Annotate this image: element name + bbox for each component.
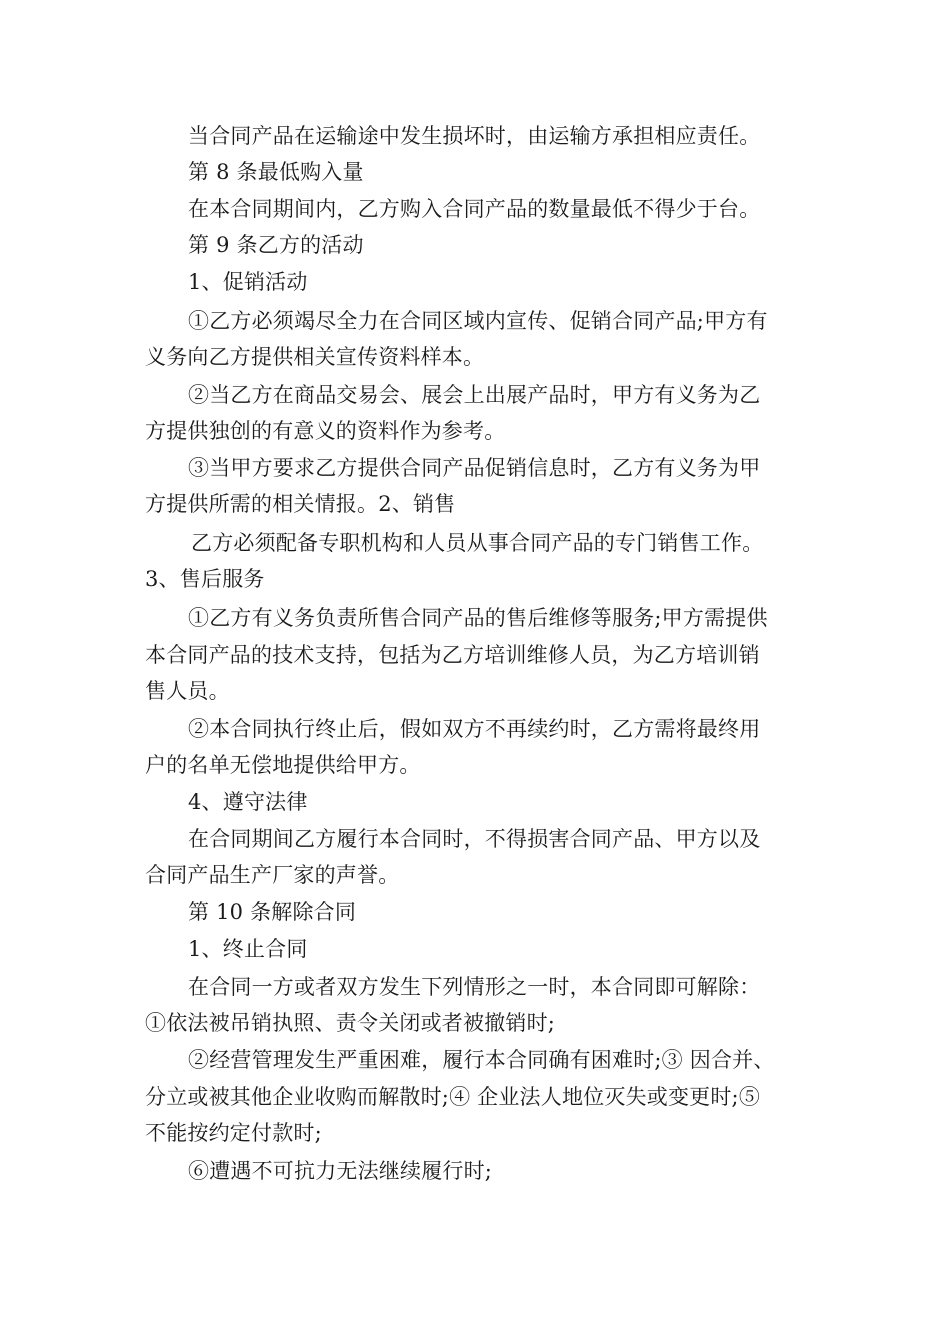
article-9-heading: 第 9 条乙方的活动 — [188, 233, 364, 257]
paragraph-line: 在合同一方或者双方发生下列情形之一时，本合同即可解除： — [188, 975, 761, 999]
paragraph-line: ②经营管理发生严重困难，履行本合同确有困难时;③ 因合并、 — [188, 1048, 775, 1072]
paragraph-minimum-purchase: 在本合同期间内，乙方购入合同产品的数量最低不得少于台。 — [188, 197, 761, 221]
article-8-heading: 第 8 条最低购入量 — [188, 160, 364, 184]
section-compliance-heading: 4、遵守法律 — [188, 790, 308, 814]
paragraph-line: 售人员。 — [145, 679, 230, 703]
paragraph-line: 方提供所需的相关情报。2、销售 — [145, 492, 456, 516]
paragraph-line: ①乙方有义务负责所售合同产品的售后维修等服务;甲方需提供 — [188, 606, 768, 630]
paragraph-line: 不能按约定付款时; — [145, 1121, 322, 1145]
paragraph-line: 分立或被其他企业收购而解散时;④ 企业法人地位灭失或变更时;⑤ — [145, 1085, 761, 1109]
paragraph-line: ①依法被吊销执照、责令关闭或者被撤销时; — [145, 1011, 556, 1035]
paragraph-line: ③当甲方要求乙方提供合同产品促销信息时，乙方有义务为甲 — [188, 456, 761, 480]
paragraph-line: 乙方必须配备专职机构和人员从事合同产品的专门销售工作。 — [191, 531, 764, 555]
paragraph-line: ②本合同执行终止后，假如双方不再续约时，乙方需将最终用 — [188, 717, 761, 741]
paragraph-line: 本合同产品的技术支持，包括为乙方培训维修人员，为乙方培训销 — [145, 643, 760, 667]
paragraph-line: 义务向乙方提供相关宣传资料样本。 — [145, 345, 485, 369]
section-after-sales-heading: 3、售后服务 — [145, 567, 265, 591]
section-promotion-heading: 1、促销活动 — [188, 270, 308, 294]
paragraph-line: ②当乙方在商品交易会、展会上出展产品时，甲方有义务为乙 — [188, 383, 761, 407]
paragraph-line: ⑥遭遇不可抗力无法继续履行时; — [188, 1159, 493, 1183]
section-termination-heading: 1、终止合同 — [188, 937, 308, 961]
paragraph-line: 在合同期间乙方履行本合同时，不得损害合同产品、甲方以及 — [188, 827, 761, 851]
paragraph-line: ①乙方必须竭尽全力在合同区域内宣传、促销合同产品;甲方有 — [188, 309, 768, 333]
paragraph-line: 合同产品生产厂家的声誉。 — [145, 863, 400, 887]
paragraph-transport-damage: 当合同产品在运输途中发生损坏时，由运输方承担相应责任。 — [188, 124, 761, 148]
paragraph-line: 户的名单无偿地提供给甲方。 — [145, 753, 421, 777]
paragraph-line: 方提供独创的有意义的资料作为参考。 — [145, 419, 506, 443]
article-10-heading: 第 10 条解除合同 — [188, 900, 357, 924]
